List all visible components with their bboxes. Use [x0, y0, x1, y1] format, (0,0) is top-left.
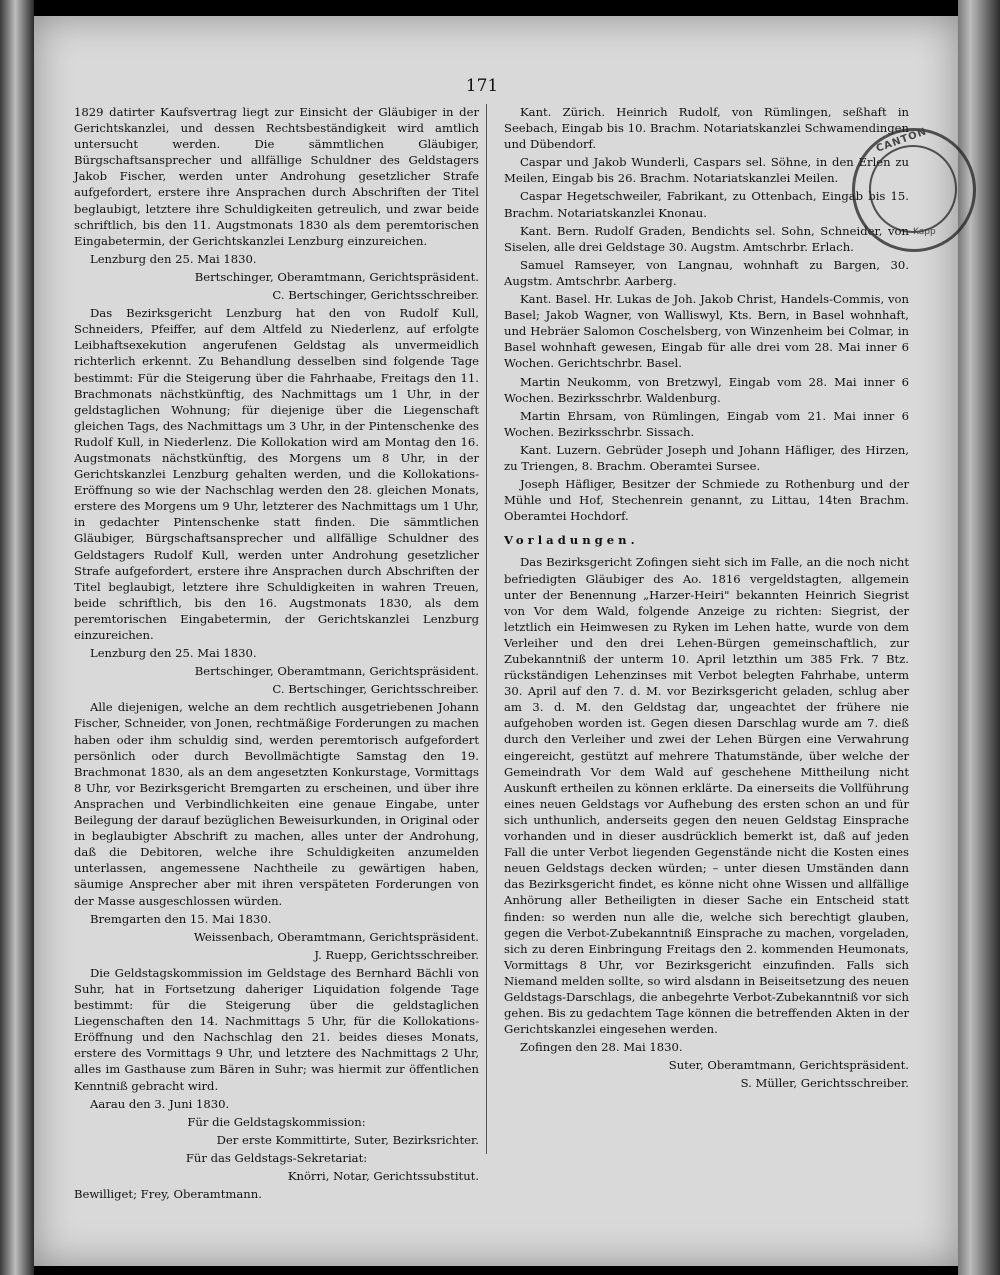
newspaper-page [34, 16, 958, 1266]
bankruptcy-entry: Kant. Zürich. Heinrich Rudolf, von Rümlingen, seßhaft in Seebach, Eingab bis 10. Brachm. Notariatskanzlei Schwamendingen und Dübendorf. [504, 105, 909, 152]
page-number: 171 [465, 76, 499, 96]
bankruptcy-entry: Martin Ehrsam, von Rümlingen, Eingab vom 21. Mai inner 6 Wochen. Bezirksschrbr. Sissach. [504, 408, 909, 439]
notice-signature: J. Ruepp, Gerichtsschreiber. [314, 947, 479, 962]
stamp-inner-ring [869, 145, 957, 233]
notice-paragraph: 1829 datirter Kaufsvertrag liegt zur Einsicht der Gläubiger in der Gerichtskanzlei, und dessen Rechtsbeständigkeit wird amtlich untersucht werden. Die sämmtlichen Gläubiger, Bürgschaftsansprecher und allfällige Schuldner des Geldstagers Jakob Fischer, werden unter Androhung gesetzlicher Strafe aufgefordert, erstere ihre Ansprachen durch Abschriften der Titel beglaubigt, letztere ihre Schuldigkeiten getreulich, und zwar beide schriftlich, bis den 11. Augstmonats 1830 als dem peremtorischen Eingabetermin, der Gerichtskanzlei Lenzburg einzureichen. [74, 105, 479, 248]
notice-signature: Für das Geldstags-Sekretariat: [185, 1150, 368, 1165]
notice-signature: C. Bertschinger, Gerichtsschreiber. [272, 682, 479, 697]
right-column [504, 104, 909, 1094]
column-divider [486, 104, 487, 1154]
bankruptcy-entry: Joseph Häfliger, Besitzer der Schmiede zu Rothenburg und der Mühle und Hof, Stechenrein genannt, zu Littau, 14ten Brachm. Oberamtei Hochdorf. [504, 477, 909, 524]
notice-signature: Weissenbach, Oberamtmann, Gerichtspräsident. [193, 929, 479, 944]
notice-place-date: Lenzburg den 25. Mai 1830. [90, 251, 257, 266]
bankruptcy-entry: Samuel Ramseyer, von Langnau, wohnhaft zu Bargen, 30. Augstm. Amtschrbr. Aarberg. [504, 257, 909, 288]
notice-place-date: Zofingen den 28. Mai 1830. [520, 1040, 683, 1055]
notice-paragraph: Das Bezirksgericht Zofingen sieht sich im Falle, an die noch nicht befriedigten Gläubiger des Ao. 1816 vergeldstagten, allgemein unter der Benennung „Harzer-Heiri" bekannten Heinrich Siegrist von Vor dem Wald, folgende Anzeige zu richten: Siegrist, der letztlich ein Heimwesen zu Ryken im Lehen hatte, wurde von dem Verleiher und den drei Lehen-Bürgen gemeinschaftlich, zur Zubekanntniß der unterm 10. April letzthin um 385 Frk. 7 Btz. rückständigen Lehenzinses mit Verbot belegten Fahrhabe, unterm 30. April auf den 7. d. M. vor Bezirksgericht geladen, schlug aber am 3. d. M. den Geldstag dar, ungeachtet der frühere nie aufgehoben worden ist. Gegen diesen Darschlag wurde am 7. dieß durch den Verleiher und zwei der Lehen Bürgen eine Verwahrung eingereicht, gestützt auf mehrere Thatumstände, über welche der Gemeindrath Vor dem Wald auf geschehene Mittheilung nicht Auskunft ertheilen zu können erklärte. Da einerseits die Vollführung eines neuen Geldstags vor Aufhebung des ersten schon an und für sich unthunlich, anderseits gegen den neuen Geldstag Einsprache vorhanden und in dieser ausdrücklich bemerkt ist, daß auf jeden Fall die unter Verbot liegenden Gegenstände nicht die Kosten eines neuen Geldstags decken würden; – unter diesen Umständen dann das Bezirksgericht findet, es könne nicht ohne Wissen und allfällige Anhörung aller Betheiligten in dieser Sache ein Entscheid statt finden: so werden nun alle die, welche sich berechtigt glauben, gegen die Verbot-Zubekanntniß Einsprache zu machen, vorgeladen, sich zu deren Einbringung Freitags den 2. kommenden Heumonats, Vormittags 8 Uhr, vor Bezirksgericht einzufinden. Falls sich Niemand melden sollte, so wird alsdann in Beiseitsetzung des neuen Geldstags-Darschlags, die anbegehrte Verbot-Zubekanntniß vor sich gehen. Bis zu gedachtem Tage können die betreffenden Akten in der Gerichtskanzlei eingesehen werden. [504, 555, 909, 1037]
bankruptcy-entry: Kant. Luzern. Gebrüder Joseph und Johann Häfliger, des Hirzen, zu Triengen, 8. Brachm. Oberamtei Sursee. [504, 442, 909, 473]
notice-paragraph: Das Bezirksgericht Lenzburg hat den von Rudolf Kull, Schneiders, Pfeiffer, auf dem Altfeld zu Niederlenz, auf erfolgte Leibhaftsexekution angerufenen Geldstag als unvermeidlich richterlich erkennt. Zu Behandlung desselben sind folgende Tage bestimmt: Für die Steigerung über die Fahrhaabe, Freitags den 11. Brachmonats nächstkünftig, des Nachmittags um 1 Uhr, in der geldstaglichen Wohnung; für diejenige über die Liegenschaft gleichen Tags, des Nachmittags um 3 Uhr, in der Pintenschenke des Rudolf Kull, in Niederlenz. Die Kollokation wird am Montag den 16. Augstmonats nächstkünftig, des Morgens um 8 Uhr, in der Gerichtskanzlei Lenzburg gehalten werden, und die Kollokations-Eröffnung so wie der Nachschlag werden den 28. gleichen Monats, erstere des Morgens um 9 Uhr, letzterer des Nachmittags um 1 Uhr, in gedachter Pintenschenke statt finden. Die sämmtlichen Gläubiger, Bürgschaftsansprecher und allfällige Schuldner des Geldstagers Rudolf Kull, werden unter Androhung gesetzlicher Strafe aufgefordert, erstere ihre Ansprachen durch Abschriften der Titel beglaubigt, letztere ihre Schuldigkeiten in wahren Treuen, beide schriftlich, bis den 16. Augstmonats 1830, als dem peremtorischen Eingabetermin, der Gerichtskanzlei Lenzburg einzureichen. [74, 306, 479, 642]
notice-paragraph: Alle diejenigen, welche an dem rechtlich ausgetriebenen Johann Fischer, Schneider, von Jonen, rechtmäßige Forderungen zu machen haben oder ihm schuldig sind, werden peremtorisch aufgefordert persönlich oder durch Bevollmächtigte Samstag den 19. Brachmonat 1830, als an dem angesetzten Konkurstage, Vormittags 8 Uhr, vor Bezirksgericht Bremgarten zu erscheinen, und über ihre Ansprachen und Verbindlichkeiten eine genaue Eingabe, unter Beilegung der darauf bezüglichen Beweisurkunden, in Original oder in beglaubigter Abschrift zu machen, alles unter der Androhung, daß die Debitoren, welche ihre Schuldigkeiten anzumelden unterlassen, angemessene Nachtheile zu gewärtigen haben, säumige Ansprecher aber mit ihren verspäteten Forderungen von der Masse ausgeschlossen würden. [74, 700, 479, 908]
notice-signature: Für die Geldstagskommission: [187, 1114, 366, 1129]
book-spine [0, 0, 34, 1275]
notice-signature: Suter, Oberamtmann, Gerichtspräsident. [668, 1058, 909, 1073]
left-column [74, 104, 479, 1204]
notice-signature: C. Bertschinger, Gerichtsschreiber. [272, 288, 479, 303]
bankruptcy-entry: Caspar Hegetschweiler, Fabrikant, zu Ottenbach, Eingab bis 15. Brachm. Notariatskanzlei Knonau. [504, 189, 909, 220]
notice-signature: Bertschinger, Oberamtmann, Gerichtspräsident. [194, 269, 479, 284]
bankruptcy-entry: Kant. Bern. Rudolf Graden, Bendichts sel. Sohn, Schneider, von Siselen, alle drei Geldstage 30. Augstm. Amtschrbr. Erlach. [504, 223, 909, 254]
bankruptcy-entry: Kant. Basel. Hr. Lukas de Joh. Jakob Christ, Handels-Commis, von Basel; Jakob Wagner, von Walliswyl, Kts. Bern, in Basel wohnhaft, und Hebräer Salomon Coschelsberg, von Winzenheim bei Colmar, in Basel wohnhaft gewesen, Eingab für alle drei vom 28. Mai inner 6 Wochen. Gerichtschrbr. Basel. [504, 292, 909, 371]
notice-paragraph: Die Geldstagskommission im Geldstage des Bernhard Bächli von Suhr, hat in Fortsetzung daheriger Liquidation folgende Tage bestimmt: für die Steigerung über die geldstaglichen Liegenschaften den 14. Nachmittags 5 Uhr, für die Kollokations-Eröffnung und den Nachschlag den 21. beides dieses Monats, erstere des Vormittags 9 Uhr, und letztere des Nachmittags 2 Uhr, alles im Gasthause zum Bären in Suhr; was hiermit zur öffentlichen Kenntniß gebracht wird. [74, 965, 479, 1093]
notice-place-date: Lenzburg den 25. Mai 1830. [90, 646, 257, 661]
notice-signature: Bertschinger, Oberamtmann, Gerichtspräsident. [194, 664, 479, 679]
notice-signature: Der erste Kommittirte, Suter, Bezirksrichter. [216, 1132, 479, 1147]
stamp-sublabel: Kapp [913, 227, 936, 237]
notice-place-date: Aarau den 3. Juni 1830. [90, 1096, 230, 1111]
bankruptcy-entry: Martin Neukomm, von Bretzwyl, Eingab vom 28. Mai inner 6 Wochen. Bezirksschrbr. Waldenburg. [504, 374, 909, 405]
notice-signature: S. Müller, Gerichtsschreiber. [740, 1076, 909, 1091]
notice-place-date: Bremgarten den 15. Mai 1830. [90, 911, 272, 926]
canton-stamp [852, 128, 976, 252]
notice-signature: Knörri, Notar, Gerichtssubstitut. [287, 1169, 479, 1183]
stamp-label: CANTON [874, 126, 929, 155]
section-heading: Vorladungen. [504, 533, 639, 548]
bankruptcy-entry: Caspar und Jakob Wunderli, Caspars sel. Söhne, in den Erlen zu Meilen, Eingab bis 26. Brachm. Notariatskanzlei Meilen. [504, 155, 909, 186]
notice-approval: Bewilliget; Frey, Oberamtmann. [74, 1187, 262, 1202]
